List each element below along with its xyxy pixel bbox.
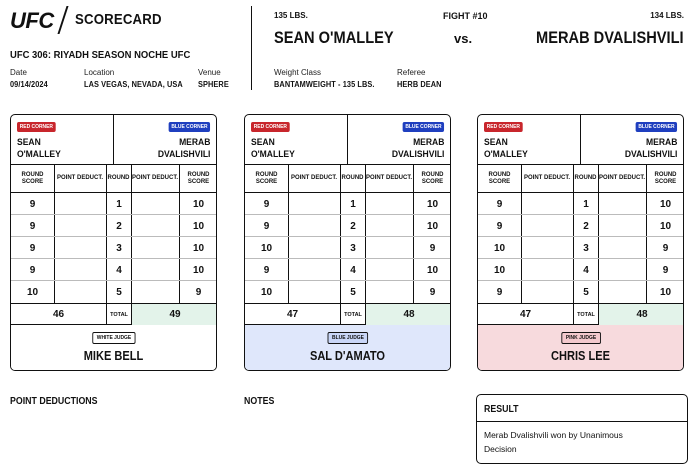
red-round-score: 10	[493, 242, 506, 254]
scorecard-title: SCORECARD	[75, 11, 162, 28]
judge-badge: PINK JUDGE	[561, 332, 600, 344]
red-point-deduct	[521, 215, 573, 237]
red-round-score: 10	[260, 242, 273, 254]
venue-label: Venue	[198, 68, 221, 77]
blue-corner-badge: BLUE CORNER	[402, 122, 444, 132]
red-fighter-card-name	[484, 137, 528, 161]
result-title: RESULT	[484, 404, 519, 415]
red-round-score-header: ROUND SCORE	[11, 165, 54, 193]
round-number: 4	[107, 259, 131, 281]
blue-round-score: 10	[192, 264, 205, 276]
red-round-score: 9	[29, 220, 36, 232]
round-number: 4	[574, 259, 598, 281]
red-point-deduct	[54, 193, 106, 215]
red-point-deduct	[521, 193, 573, 215]
blue-round-score: 10	[659, 198, 672, 210]
judge-badge: BLUE JUDGE	[327, 332, 368, 344]
blue-round-score: 10	[659, 286, 672, 298]
round-header: ROUND	[573, 165, 598, 193]
blue-round-score: 10	[426, 198, 439, 210]
red-fighter-card-name	[17, 137, 61, 161]
location-label: Location	[84, 68, 115, 77]
blue-first-name: MERAB	[412, 137, 444, 148]
blue-round-score: 9	[662, 264, 669, 276]
red-round-score: 10	[26, 286, 39, 298]
red-fighter-weight: 135 LBS.	[274, 11, 308, 20]
card-header	[245, 115, 450, 165]
red-round-score: 9	[496, 220, 503, 232]
red-round-score: 9	[263, 220, 270, 232]
card-header	[11, 115, 216, 165]
blue-total: 48	[599, 304, 684, 325]
blue-round-score: 9	[195, 286, 202, 298]
blue-point-deduct	[131, 193, 179, 215]
blue-point-deduct	[365, 281, 413, 303]
round-number: 3	[341, 237, 365, 259]
red-corner-badge: RED CORNER	[484, 122, 523, 132]
red-first-name: SEAN	[484, 137, 508, 148]
event-name: UFC 306: RIYADH SEASON NOCHE UFC	[10, 49, 191, 61]
blue-fighter-card-name	[624, 137, 677, 161]
round-number: 3	[107, 237, 131, 259]
location-value: LAS VEGAS, NEVADA, USA	[84, 80, 183, 89]
blue-point-deduct-header: POINT DEDUCT.	[598, 165, 646, 193]
blue-point-deduct	[598, 193, 646, 215]
card-header-divider	[113, 115, 114, 165]
blue-fighter-card-name	[157, 137, 210, 161]
blue-last-name: DVALISHVILI	[624, 149, 677, 160]
blue-total: 48	[366, 304, 451, 325]
result-divider	[477, 421, 687, 422]
judge-card	[477, 114, 684, 371]
result-box	[476, 394, 688, 464]
blue-fighter-card-name	[391, 137, 444, 161]
red-point-deduct	[54, 281, 106, 303]
blue-round-score: 10	[659, 220, 672, 232]
totals-row	[478, 303, 683, 325]
blue-corner-badge: BLUE CORNER	[168, 122, 210, 132]
blue-point-deduct	[131, 215, 179, 237]
round-number: 2	[107, 215, 131, 237]
round-number: 3	[574, 237, 598, 259]
total-label: TOTAL	[110, 311, 128, 318]
red-point-deduct	[288, 281, 340, 303]
judge-badge: WHITE JUDGE	[92, 332, 135, 344]
red-round-score: 9	[29, 198, 36, 210]
red-total: 47	[519, 309, 532, 320]
blue-corner-badge: BLUE CORNER	[635, 122, 677, 132]
blue-round-score: 10	[192, 220, 205, 232]
red-round-score: 9	[29, 242, 36, 254]
red-point-deduct	[54, 259, 106, 281]
red-point-deduct-header: POINT DEDUCT.	[54, 165, 106, 193]
blue-fighter-weight: 134 LBS.	[650, 11, 684, 20]
date-value: 09/14/2024	[10, 80, 48, 89]
red-point-deduct	[521, 281, 573, 303]
red-point-deduct	[54, 237, 106, 259]
red-fighter-name: SEAN O'MALLEY	[274, 28, 394, 47]
blue-round-score: 9	[662, 242, 669, 254]
blue-point-deduct	[131, 281, 179, 303]
judge-name: CHRIS LEE	[551, 348, 610, 363]
blue-point-deduct	[131, 237, 179, 259]
blue-round-score-header: ROUND SCORE	[646, 165, 684, 193]
blue-point-deduct-header: POINT DEDUCT.	[131, 165, 179, 193]
round-number: 2	[574, 215, 598, 237]
blue-round-score: 9	[429, 242, 436, 254]
red-first-name: SEAN	[251, 137, 275, 148]
totals-row	[11, 303, 216, 325]
header-divider	[251, 6, 252, 90]
red-corner-badge: RED CORNER	[17, 122, 56, 132]
judge-area	[11, 325, 216, 371]
red-total: 47	[286, 309, 299, 320]
referee-label: Referee	[397, 68, 426, 77]
fight-number: FIGHT #10	[443, 11, 488, 21]
red-round-score-header: ROUND SCORE	[478, 165, 521, 193]
round-number: 5	[574, 281, 598, 303]
card-header	[478, 115, 683, 165]
red-round-score: 10	[493, 264, 506, 276]
blue-point-deduct	[131, 259, 179, 281]
blue-round-score: 10	[426, 220, 439, 232]
blue-point-deduct	[365, 237, 413, 259]
blue-fighter-name: MERAB DVALISHVILI	[536, 28, 684, 47]
round-number: 1	[107, 193, 131, 215]
blue-round-score: 10	[192, 242, 205, 254]
referee-value: HERB DEAN	[397, 80, 442, 89]
red-point-deduct	[54, 215, 106, 237]
red-point-deduct	[288, 259, 340, 281]
logo-divider	[57, 6, 68, 34]
red-round-score: 9	[496, 286, 503, 298]
blue-total: 49	[132, 304, 217, 325]
red-point-deduct	[521, 237, 573, 259]
judge-area	[245, 325, 450, 371]
judge-name: MIKE BELL	[83, 348, 144, 363]
judge-name: SAL D'AMATO	[309, 348, 386, 363]
red-round-score-header: ROUND SCORE	[245, 165, 288, 193]
blue-point-deduct-header: POINT DEDUCT.	[365, 165, 413, 193]
date-label: Date	[10, 68, 27, 77]
red-round-score: 9	[263, 198, 270, 210]
blue-point-deduct	[365, 259, 413, 281]
blue-round-score: 10	[426, 264, 439, 276]
red-total: 46	[52, 309, 65, 320]
red-point-deduct	[288, 193, 340, 215]
red-point-deduct-header: POINT DEDUCT.	[521, 165, 573, 193]
blue-point-deduct	[598, 259, 646, 281]
blue-point-deduct	[365, 215, 413, 237]
red-first-name: SEAN	[17, 137, 41, 148]
red-round-score: 9	[29, 264, 36, 276]
round-number: 5	[341, 281, 365, 303]
red-last-name: O'MALLEY	[251, 149, 295, 160]
round-number: 1	[341, 193, 365, 215]
red-last-name: O'MALLEY	[17, 149, 61, 160]
blue-round-score: 10	[192, 198, 205, 210]
round-number: 1	[574, 193, 598, 215]
card-header-divider	[347, 115, 348, 165]
blue-first-name: MERAB	[178, 137, 210, 148]
total-label: TOTAL	[344, 311, 362, 318]
red-round-score: 10	[260, 286, 273, 298]
judge-card	[10, 114, 217, 371]
venue-value: SPHERE	[198, 80, 229, 89]
red-corner-badge: RED CORNER	[251, 122, 290, 132]
blue-last-name: DVALISHVILI	[157, 149, 210, 160]
weight-class-value: BANTAMWEIGHT - 135 LBS.	[274, 80, 375, 89]
blue-point-deduct	[365, 193, 413, 215]
red-point-deduct-header: POINT DEDUCT.	[288, 165, 340, 193]
point-deductions-title: POINT DEDUCTIONS	[10, 396, 98, 407]
blue-last-name: DVALISHVILI	[391, 149, 444, 160]
notes-title: NOTES	[244, 396, 275, 407]
round-header: ROUND	[340, 165, 365, 193]
red-point-deduct	[288, 215, 340, 237]
total-label: TOTAL	[577, 311, 595, 318]
red-fighter-card-name	[251, 137, 295, 161]
red-last-name: O'MALLEY	[484, 149, 528, 160]
judge-card	[244, 114, 451, 371]
red-round-score: 9	[263, 264, 270, 276]
blue-point-deduct	[598, 215, 646, 237]
blue-round-score: 9	[429, 286, 436, 298]
judge-area	[478, 325, 683, 371]
red-point-deduct	[288, 237, 340, 259]
red-round-score: 9	[496, 198, 503, 210]
result-text: Merab Dvalishvili won by Unanimous Decision	[484, 430, 623, 454]
versus-label: vs.	[454, 31, 473, 46]
ufc-logo: UFC	[10, 8, 54, 33]
red-point-deduct	[521, 259, 573, 281]
blue-point-deduct	[598, 237, 646, 259]
blue-round-score-header: ROUND SCORE	[413, 165, 451, 193]
totals-row	[245, 303, 450, 325]
blue-point-deduct	[598, 281, 646, 303]
card-header-divider	[580, 115, 581, 165]
round-number: 4	[341, 259, 365, 281]
weight-class-label: Weight Class	[274, 68, 321, 77]
round-number: 5	[107, 281, 131, 303]
blue-round-score-header: ROUND SCORE	[179, 165, 217, 193]
round-number: 2	[341, 215, 365, 237]
blue-first-name: MERAB	[645, 137, 677, 148]
round-header: ROUND	[106, 165, 131, 193]
